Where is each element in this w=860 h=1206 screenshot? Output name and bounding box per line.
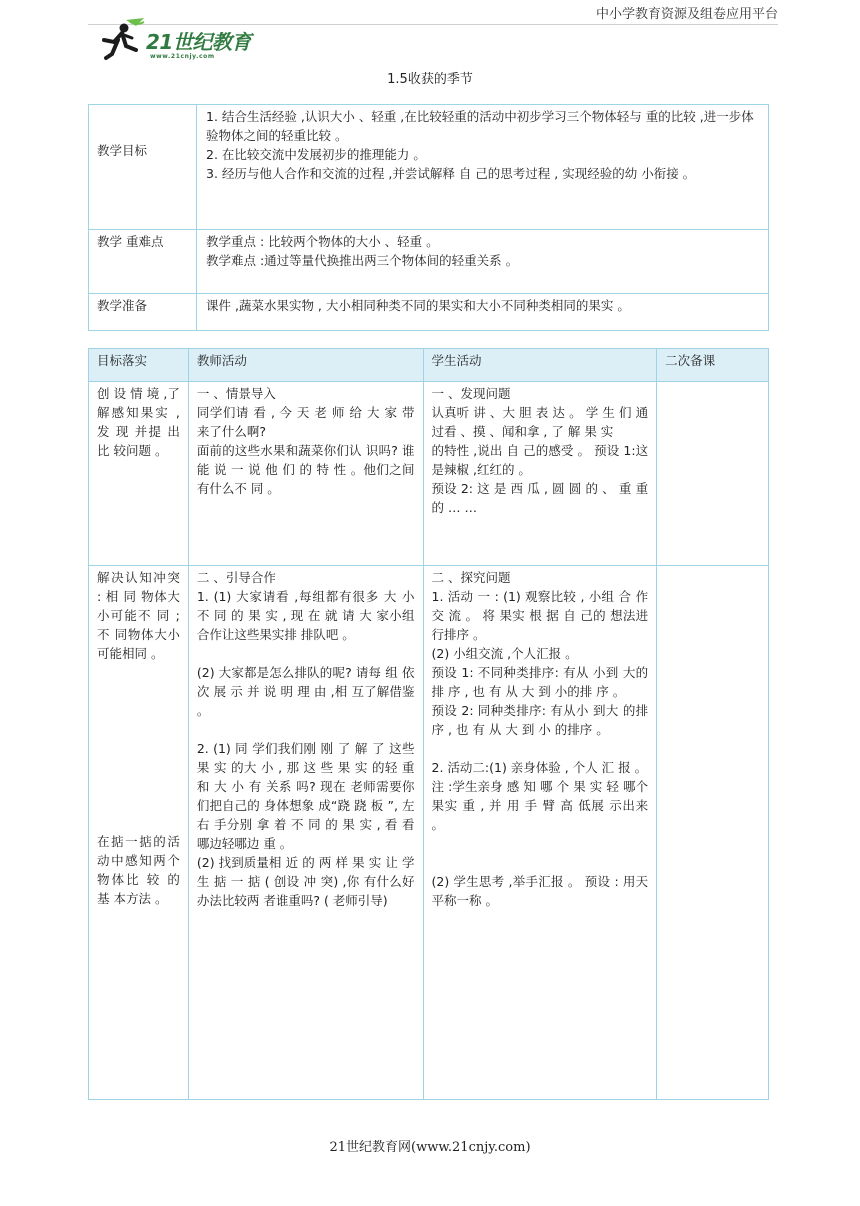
runner-logo-icon <box>100 16 148 62</box>
info-label: 教学 重难点 <box>89 230 197 294</box>
spacer <box>197 644 415 663</box>
objective-line: 2. 在比较交流中发展初步的推理能力 。 <box>206 147 426 162</box>
info-content <box>197 294 769 331</box>
logo <box>100 16 300 66</box>
footer-source: 21世纪教育网(www.21cnjy.com) <box>329 1140 531 1155</box>
student-line: 2. 活动二:(1) 亲身体验 , 个人 汇 报 。 <box>431 760 648 775</box>
column-header: 学生活动 <box>423 349 657 382</box>
info-label: 教学目标 <box>89 105 197 230</box>
teacher-line: 2. (1) 同 学们我们刚 刚 了 解 了 这些果 实 的大 小 , 那 这 些 果 实 的轻 重 和 大 小 有 关系 吗? 现在 老师需要你们把自己的 身体想象 成“跷 跷 板 ”, 左 右 手分别 拿 着 不 同 的 果 实 , 看 看哪边轻哪边 重 。 <box>196 741 415 851</box>
column-header: 教师活动 <box>188 349 423 382</box>
teacher-activity-cell <box>188 566 423 1100</box>
student-line: 预设 2: 这 是 西 瓜 , 圆 圆 的 、 重 重的 … … <box>431 481 649 515</box>
student-line: 预设 1: 不同种类排序: 有从 小到 大的排 序 , 也 有 从 大 到 小的排 序 。 <box>431 665 649 699</box>
teacher-line: 同学们请 看 , 今 天 老 师 给 大 家 带来了什么啊? <box>196 405 415 439</box>
student-line: 注 :学生亲身 感 知 哪 个 果 实 轻 哪个果实 重 , 并 用 手 臂 高 低展 示出来 。 <box>431 779 649 832</box>
info-label: 教学准备 <box>89 294 197 331</box>
platform-name: 中小学教育资源及组卷应用平台 <box>595 7 778 22</box>
objective-line: 1. 结合生活经验 ,认识大小 、轻重 ,在比较轻重的活动中初步学习三个物体轻与 重的比较 ,进一步体验物体之间的轻重比较 。 <box>206 109 754 143</box>
revision-cell <box>657 566 769 1100</box>
teacher-activity-cell <box>188 382 423 566</box>
student-activity-cell <box>423 382 657 566</box>
info-content <box>197 230 769 294</box>
info-row-objectives <box>89 105 769 230</box>
goal-text: 解决认知冲突 : 相 同 物体大小可能不 同 ; 不 同物体大小可能相同 。 <box>97 570 180 661</box>
lesson-plan-table <box>88 348 769 1100</box>
student-line: 认真听 讲 、大 胆 表 达 。 学 生 们 通过看 、摸 、闻和拿 , 了 解 果 实 <box>431 405 649 439</box>
plan-row-explore <box>89 566 769 1100</box>
student-line: 预设 2: 同种类排序: 有从小 到大 的排序 , 也 有 从 大 到 小 的排序 。 <box>431 703 649 737</box>
teacher-line: 一 、情景导入 <box>196 386 276 401</box>
lesson-info-table <box>88 104 769 331</box>
teacher-line: 二 、引导合作 <box>196 570 276 585</box>
logo-brand: 21世纪教育 <box>146 30 251 54</box>
student-line: 二 、探究问题 <box>431 570 511 585</box>
student-line: 的特性 ,说出 自 己的感受 。 预设 1:这是辣椒 ,红红的 。 <box>431 443 649 477</box>
goal-text: 在掂一掂的活动中感知两个物体比 较 的 基 本方法 。 <box>97 834 180 906</box>
key-point-line: 教学重点 : 比较两个物体的大小 、轻重 。 <box>206 234 439 249</box>
teacher-line: 1. (1) 大家请看 ,每组都有很多 大 小 不 同 的 果 实 , 现 在 就 请 大 家小组合作让这些果实排 排队吧 。 <box>196 589 415 642</box>
revision-cell <box>657 382 769 566</box>
student-line: 一 、发现问题 <box>431 386 511 401</box>
column-header: 目标落实 <box>89 349 189 382</box>
info-content <box>197 105 769 230</box>
objective-line: 3. 经历与他人合作和交流的过程 ,并尝试解释 自 己的思考过程 , 实现经验的幼 小衔接 。 <box>206 166 696 181</box>
plan-row-intro <box>89 382 769 566</box>
student-line: (2) 学生思考 ,举手汇报 。 预设 : 用天平称一称 。 <box>431 874 649 908</box>
goal-cell: 创 设 情 境 ,了解感知果实 , 发 现 并提 出 比 较问题 。 <box>89 382 189 566</box>
logo-url: www.21cnjy.com <box>150 53 215 60</box>
column-header: 二次备课 <box>657 349 769 382</box>
goal-cell <box>89 566 189 1100</box>
document-title: 1.5收获的季节 <box>387 72 473 87</box>
spacer <box>197 720 415 739</box>
key-point-line: 教学难点 :通过等量代换推出两三个物体间的轻重关系 。 <box>206 253 519 268</box>
preparation-line: 课件 ,蔬菜水果实物 , 大小相同种类不同的果实和大小不同种类相同的果实 。 <box>206 298 630 313</box>
spacer <box>432 834 649 872</box>
teacher-line: (2) 大家都是怎么排队的呢? 请每 组 依 次 展 示 并 说 明 理 由 ,相 互了解借鉴 。 <box>196 665 415 718</box>
info-row-preparation <box>89 294 769 331</box>
student-line: (2) 小组交流 ,个人汇报 。 <box>431 646 578 661</box>
spacer <box>97 663 180 832</box>
spacer <box>432 739 649 758</box>
student-line: 1. 活动 一 : (1) 观察比较 , 小组 合 作 交 流 。 将 果实 根 据 自 己的 想法进行排序 。 <box>431 589 649 642</box>
teacher-line: 面前的这些水果和蔬菜你们认 识吗? 谁 能 说 一 说 他 们 的 特 性 。他们之间有什么不 同 。 <box>196 443 415 496</box>
student-activity-cell <box>423 566 657 1100</box>
teacher-line: (2) 找到质量相 近 的 两 样 果 实 让 学 生 掂 一 掂 ( 创设 冲 突) ,你 有什么好办法比较两 者谁重吗? ( 老师引导) <box>196 855 415 908</box>
info-row-key-points <box>89 230 769 294</box>
plan-header-row <box>89 349 769 382</box>
